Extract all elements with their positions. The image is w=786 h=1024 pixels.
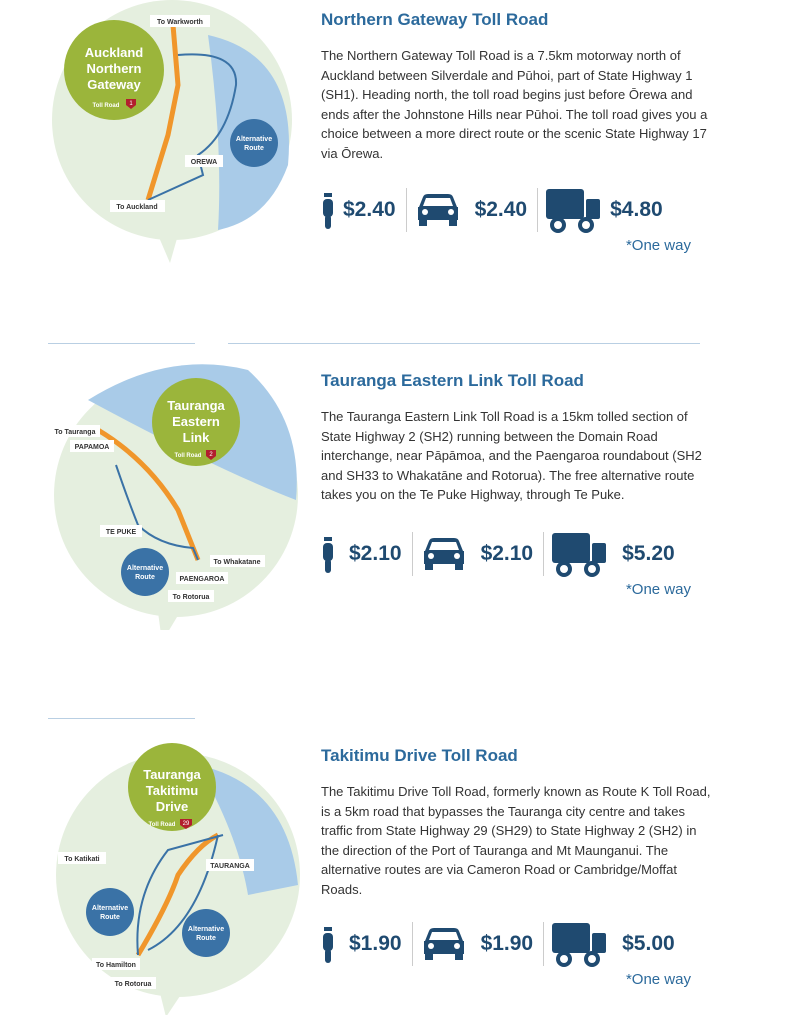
alt-route-label: Route	[100, 914, 120, 921]
takitimu-drive-map	[48, 735, 308, 1015]
tauranga-eastern-link-map	[48, 350, 308, 630]
alt-route-label: Route	[135, 574, 155, 581]
map-label: OREWA	[190, 159, 218, 166]
map-badge-line: Gateway	[87, 77, 141, 92]
motorcycle-price: $2.10	[349, 541, 402, 565]
map-label: To Rotorua	[172, 594, 210, 601]
price-separator	[543, 922, 544, 966]
alt-route-label: Alternative	[235, 136, 273, 143]
map-badge-line: Takitimu	[145, 783, 199, 798]
truck-price: $5.20	[622, 541, 675, 565]
map-badge-line: Auckland	[84, 45, 144, 60]
highway-shield: 1	[129, 101, 133, 107]
map-label: TE PUKE	[105, 529, 137, 536]
truck-icon	[546, 187, 602, 233]
section-divider	[48, 718, 195, 719]
map-label: To Tauranga	[54, 429, 96, 436]
map-badge-line: Tauranga	[167, 398, 225, 413]
alt-route-label: Alternative	[126, 565, 164, 572]
truck-icon	[552, 531, 608, 577]
map-label: To Whakatane	[213, 559, 261, 566]
car-icon	[421, 537, 467, 571]
toll-prices	[321, 529, 711, 579]
truck-price: $5.00	[622, 932, 675, 955]
map-label: To Warkworth	[157, 19, 203, 26]
toll-road-label: Toll Road	[92, 103, 120, 109]
section-description: The Northern Gateway Toll Road is a 7.5km motorway north of Auckland between Silverdale and Pūhoi, part of State Highway 1 (SH1). Heading north, the toll road begins just before Ōrewa and ends after the Johnstone Hills near Pūhoi. The toll road gives you a choice between a more direct route or the scenic State Highway 17 via Ōrewa.	[321, 48, 708, 161]
price-separator	[537, 188, 538, 232]
price-separator	[412, 922, 413, 966]
car-icon	[421, 927, 467, 961]
car-price: $2.10	[480, 541, 534, 565]
alt-route-label: Route	[196, 935, 216, 942]
section-title: Takitimu Drive Toll Road	[321, 746, 518, 765]
map-badge-line: Northern	[86, 61, 142, 76]
section-divider	[228, 343, 700, 344]
car-price: $2.40	[474, 198, 528, 221]
section-description: The Takitimu Drive Toll Road, formerly known as Route K Toll Road, is a 5km road that bypasses the Tauranga city centre and takes traffic from State Highway 29 (SH29) to State Highway 2 (SH2) in the direction of the Port of Tauranga and Mt Maunganui. The alternative routes are via Cameron Road or Cambridge/Moffat Roads.	[321, 784, 711, 897]
highway-shield: 2	[209, 452, 213, 458]
car-price: $1.90	[480, 932, 534, 955]
toll-road-label: Toll Road	[174, 453, 202, 459]
price-separator	[406, 188, 407, 232]
car-icon	[415, 193, 461, 227]
motorcycle-price: $2.40	[343, 198, 396, 221]
map-label: To Hamilton	[96, 962, 136, 969]
motorcycle-icon	[321, 535, 335, 573]
motorcycle-icon	[321, 191, 335, 229]
price-separator	[543, 532, 544, 576]
map-label: PAPAMOA	[74, 444, 110, 451]
section-title: Tauranga Eastern Link Toll Road	[321, 371, 584, 390]
highway-shield: 29	[182, 821, 190, 827]
one-way-note: *One way	[625, 237, 691, 254]
map-badge-line: Drive	[155, 799, 189, 814]
toll-prices	[321, 185, 711, 235]
section-title: Northern Gateway Toll Road	[321, 10, 549, 29]
map-label: To Katikati	[64, 856, 100, 863]
map-label: PAENGAROA	[179, 576, 225, 583]
map-label: To Auckland	[116, 204, 158, 211]
alt-route-label: Alternative	[91, 905, 129, 912]
map-badge-line: Link	[182, 430, 210, 445]
northern-gateway-map	[48, 0, 308, 275]
toll-road-label: Toll Road	[148, 822, 176, 828]
map-badge-line: Tauranga	[143, 767, 201, 782]
toll-prices	[321, 919, 711, 969]
map-badge-line: Eastern	[172, 414, 220, 429]
truck-price: $4.80	[610, 198, 663, 221]
section-divider	[48, 343, 195, 344]
map-label: TAURANGA	[210, 863, 250, 870]
section-description: The Tauranga Eastern Link Toll Road is a 15km tolled section of State Highway 2 (SH2) running between the Domain Road interchange, near Pāpāmoa, and the Paengaroa roundabout (SH2 and SH33 to Whakatāne and Rotorua). The free alternative route takes you on the Te Puke Highway, through Te Puke.	[321, 409, 702, 502]
one-way-note: *One way	[625, 971, 691, 988]
motorcycle-icon	[321, 925, 335, 963]
one-way-note: *One way	[625, 580, 691, 598]
alt-route-label: Route	[244, 145, 264, 152]
price-separator	[412, 532, 413, 576]
truck-icon	[552, 921, 608, 967]
motorcycle-price: $1.90	[349, 932, 402, 955]
alt-route-label: Alternative	[187, 926, 225, 933]
map-label: To Rotorua	[114, 981, 152, 988]
